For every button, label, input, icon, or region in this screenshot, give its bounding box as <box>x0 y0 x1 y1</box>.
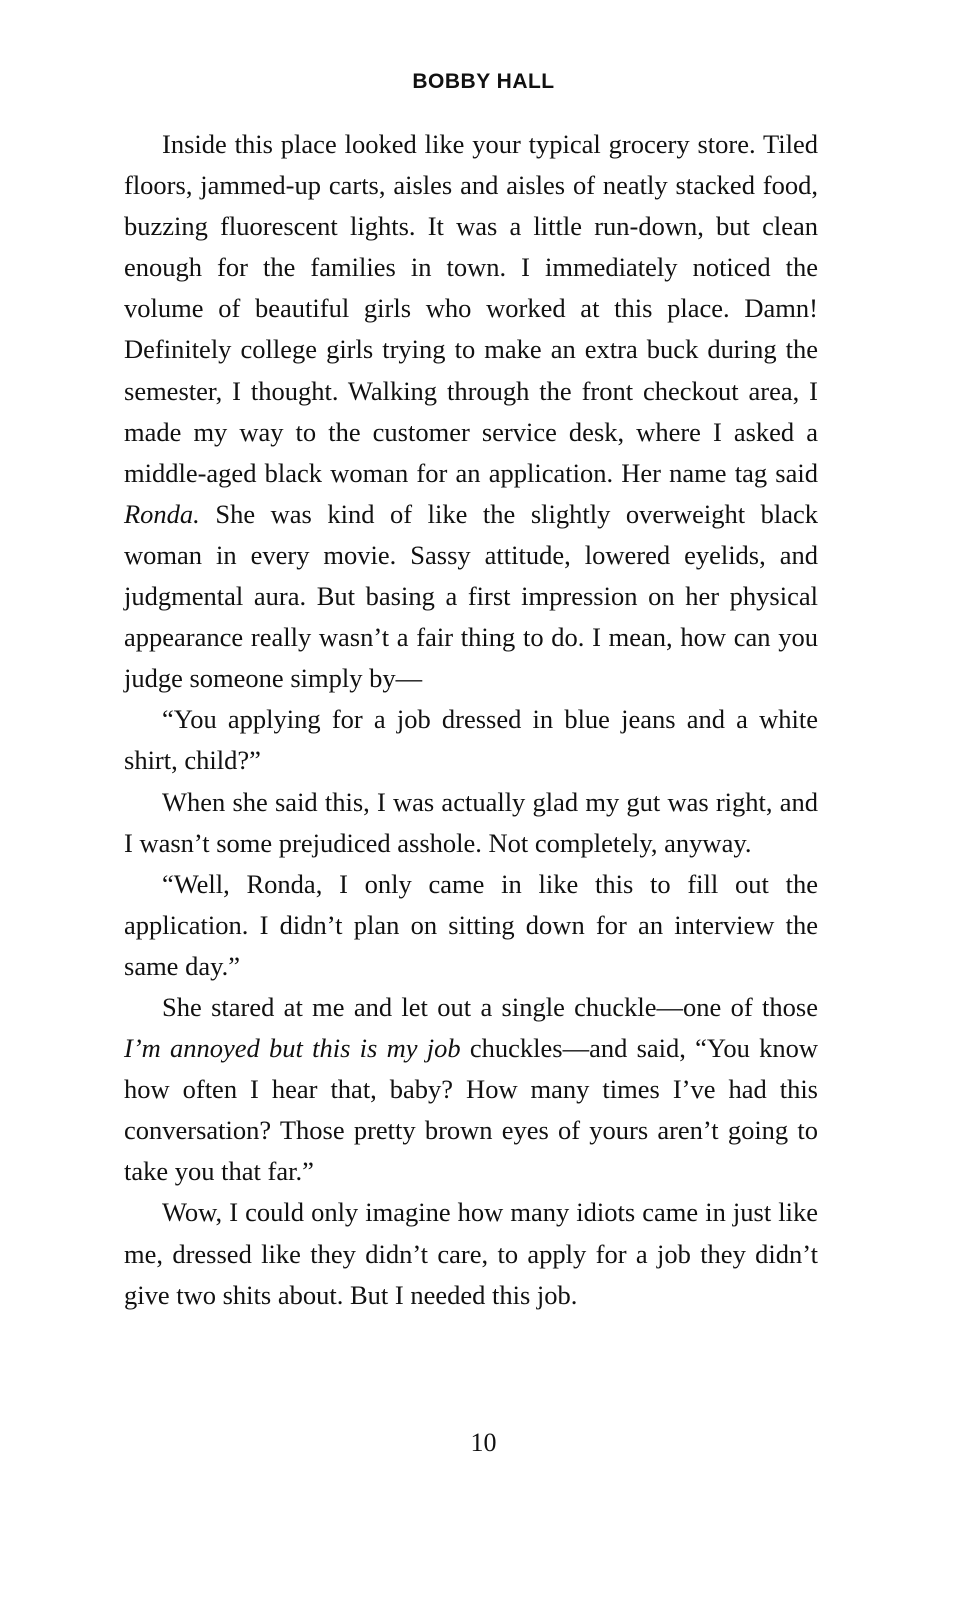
body-text <box>124 124 818 1316</box>
paragraph-5 <box>124 987 818 1192</box>
paragraph-3 <box>124 782 818 864</box>
paragraph-6-text: Wow, I could only imagine how many idiots came in just like me, dressed like they didn’t care, to apply for a job they didn’t give two shits about. But I needed this job. <box>124 1197 818 1310</box>
paragraph-2 <box>124 699 818 781</box>
page-number: 10 <box>470 1428 497 1457</box>
paragraph-6 <box>124 1192 818 1315</box>
paragraph-1-after: She was kind of like the slightly overweight black woman in every movie. Sassy attitude, lowered eyelids, and judgmental aura. But basing a first impression on her physical appearance really wasn’t a fair thing to do. I mean, how can you judge someone simply by— <box>124 498 818 694</box>
running-head: BOBBY HALL <box>412 70 555 93</box>
paragraph-4 <box>124 864 818 987</box>
paragraph-2-text: “You applying for a job dressed in blue jeans and a white shirt, child?” <box>124 704 818 776</box>
paragraph-5-text: She stared at me and let out a single chuckle—one of those <box>162 991 818 1022</box>
paragraph-3-text: When she said this, I was actually glad my gut was right, and I wasn’t some prejudiced asshole. Not completely, anyway. <box>124 786 818 858</box>
paragraph-1 <box>124 124 818 699</box>
paragraph-5-after: chuckles—and said, “You know how often I hear that, baby? How many times I’ve had this conversation? Those pretty brown eyes of yours aren’t going to take you that far.” <box>124 1033 818 1187</box>
paragraph-1-text: Inside this place looked like your typical grocery store. Tiled floors, jammed-up carts, aisles and aisles of neatly stacked food, buzzing fluorescent lights. It was a little run-down, but clean enough for the families in town. I immediately noticed the volume of beautiful girls who worked at this place. Damn! Definitely college girls trying to make an extra buck during the semester, I thought. Walking through the front checkout area, I made my way to the customer service desk, where I asked a middle-aged black woman for an application. Her name tag said <box>124 129 818 488</box>
paragraph-4-text: “Well, Ronda, I only came in like this to fill out the application. I didn’t plan on sitting down for an interview the same day.” <box>124 868 818 981</box>
paragraph-1-italic: Ronda. <box>124 498 200 529</box>
paragraph-5-italic: I’m annoyed but this is my job <box>124 1033 461 1064</box>
